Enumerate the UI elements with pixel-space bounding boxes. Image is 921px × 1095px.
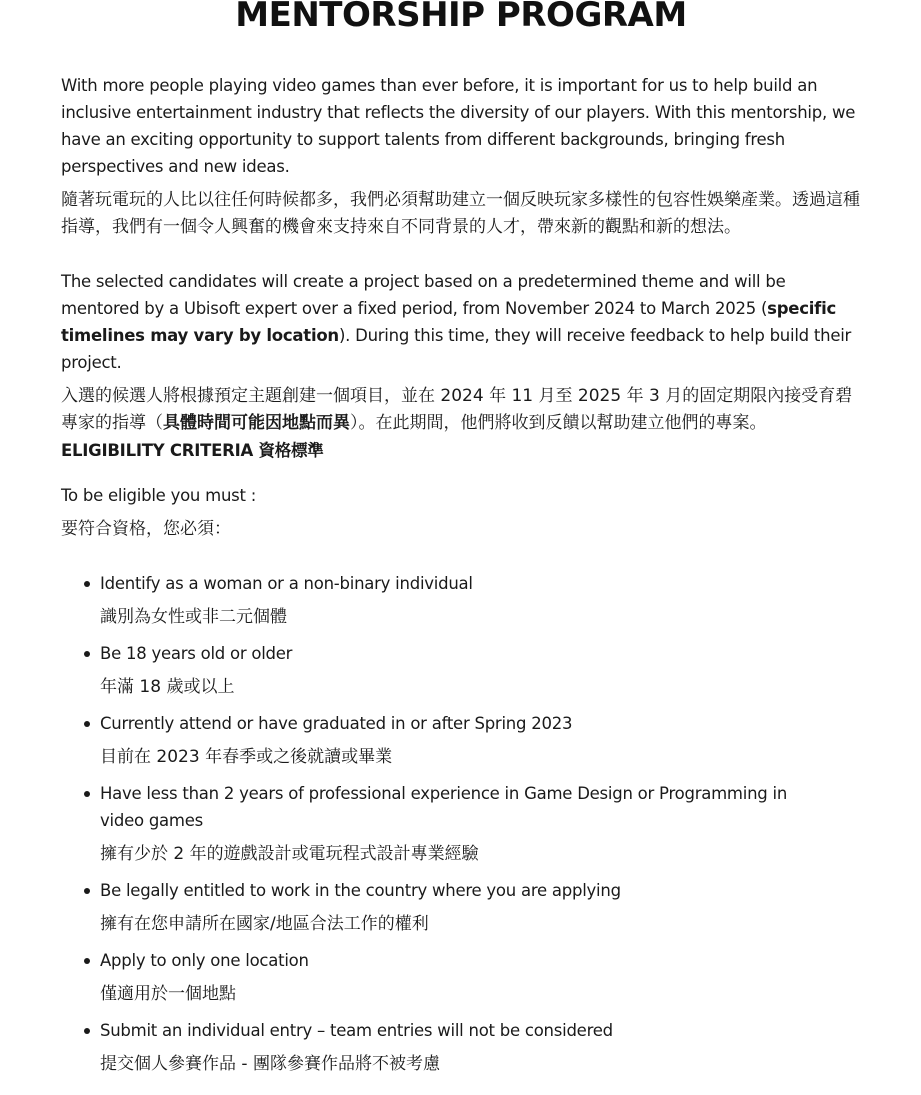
criteria-item-en: Apply to only one location (100, 951, 309, 970)
bullet-dot (84, 651, 90, 657)
program-section (61, 268, 861, 437)
bullet-dot (84, 791, 90, 797)
eligibility-lead-en: To be eligible you must : (61, 486, 257, 505)
program-text-en-end: ). During this time, they will receive feedback to help build their project. (61, 326, 852, 372)
criteria-item-zh: 年滿 18 歲或以上 (100, 677, 235, 697)
criteria-item-en: Be 18 years old or older (100, 644, 293, 663)
criteria-item-zh: 提交個人參賽作品 - 團隊參賽作品將不被考慮 (100, 1054, 440, 1074)
page-title: MENTORSHIP PROGRAM (235, 0, 687, 35)
criteria-item (61, 947, 861, 1008)
criteria-item (61, 710, 861, 771)
program-text-en: The selected candidates will create a project based on a predetermined theme and will be mentored by a Ubisoft expert over a fixed period, from November 2024 to March 2025 ( (61, 272, 786, 318)
program-paragraph-zh (61, 383, 861, 437)
intro-section (61, 72, 861, 241)
eligibility-lead-zh: 要符合資格，您必須： (61, 519, 231, 539)
bullet-dot (84, 888, 90, 894)
criteria-item-zh: 僅適用於一個地點 (100, 984, 236, 1004)
criteria-item-en: Have less than 2 years of professional experience in Game Design or Programming in video games (100, 784, 788, 830)
criteria-item (61, 570, 861, 631)
program-text-zh-end: ）。在此期間，他們將收到反饋以幫助建立他們的專案。 (350, 413, 767, 433)
program-text-zh: 入選的候選人將根據預定主題創建一個項目，並在 2024 年 11 月至 2025 年 3 月的固定期限內接受育碧專家的指導（ (61, 386, 853, 433)
intro-paragraph-en: With more people playing video games than ever before, it is important for us to help build an inclusive entertainment industry that reflects the diversity of our players. With this mentorship, we have an exciting opportunity to support talents from different backgrounds, bringing fresh perspectives and new ideas. (61, 76, 856, 176)
criteria-item-zh: 識別為女性或非二元個體 (100, 607, 287, 627)
bullet-dot (84, 721, 90, 727)
criteria-item (61, 1017, 861, 1078)
criteria-item-en: Currently attend or have graduated in or after Spring 2023 (100, 714, 573, 733)
criteria-item-zh: 目前在 2023 年春季或之後就讀或畢業 (100, 747, 393, 767)
criteria-item (61, 640, 861, 701)
criteria-item-en: Submit an individual entry – team entries will not be considered (100, 1021, 613, 1040)
criteria-item-en: Be legally entitled to work in the country where you are applying (100, 881, 621, 900)
eligibility-lead (61, 482, 861, 543)
program-timeline-note-en: specific timelines may vary by location (61, 299, 837, 345)
intro-paragraph-zh: 隨著玩電玩的人比以往任何時候都多，我們必須幫助建立一個反映玩家多樣性的包容性娛樂產業。透過這種指導，我們有一個令人興奮的機會來支持來自不同背景的人才，帶來新的觀點和新的想法。 (61, 190, 860, 237)
bullet-dot (84, 1028, 90, 1034)
bullet-dot (84, 581, 90, 587)
program-paragraph-en (61, 268, 861, 376)
eligibility-heading: ELIGIBILITY CRITERIA 資格標準 (61, 441, 324, 460)
criteria-item-zh: 擁有在您申請所在國家/地區合法工作的權利 (100, 914, 429, 934)
criteria-item-zh: 擁有少於 2 年的遊戲設計或電玩程式設計專業經驗 (100, 844, 479, 864)
bullet-dot (84, 958, 90, 964)
criteria-item (61, 877, 861, 938)
program-timeline-note-zh: 具體時間可能因地點而異 (163, 413, 350, 433)
criteria-item-en: Identify as a woman or a non-binary individual (100, 574, 473, 593)
criteria-item (61, 780, 861, 868)
